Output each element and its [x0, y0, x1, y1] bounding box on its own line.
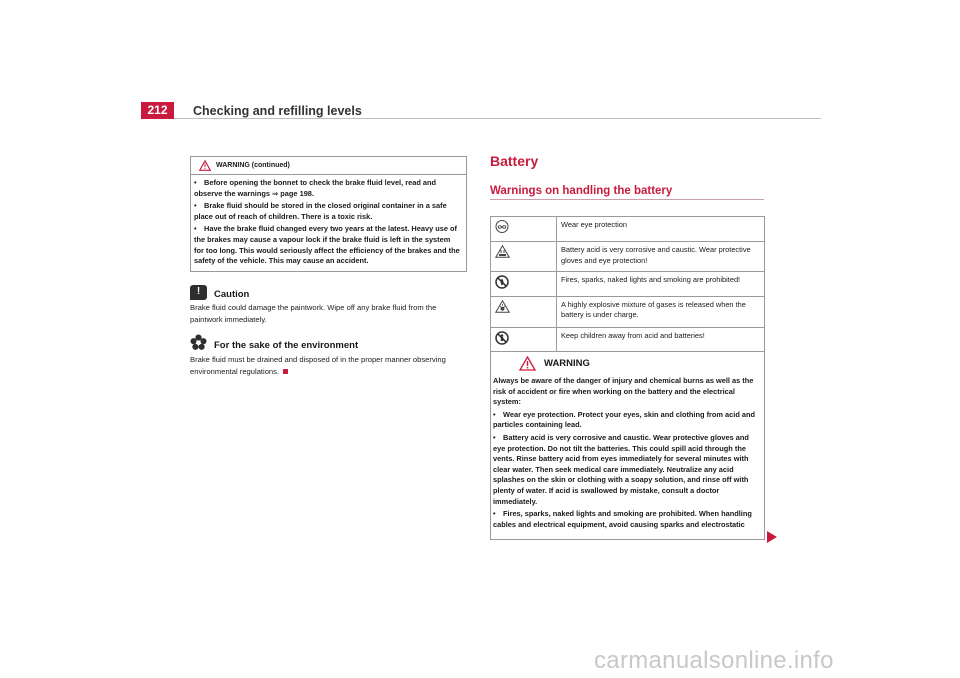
table-row — [491, 217, 765, 242]
battery-warning-header — [491, 352, 764, 374]
environment-text: Brake fluid must be drained and disposed of in the proper manner observing environmental regulations. — [190, 355, 446, 376]
subsection-title: Warnings on handling the battery — [490, 185, 673, 197]
warning-bullet: • Brake fluid should be stored in the closed original container in a safe place out of reach of children. There is a toxic risk. — [194, 201, 447, 221]
environment-heading-row — [190, 334, 358, 351]
continue-arrow-icon — [766, 530, 778, 544]
no-fire-icon — [495, 275, 509, 289]
flower-icon — [190, 334, 207, 351]
warning-bullet: • Wear eye protection. Protect your eyes, skin and clothing from acid and particles containing lead. — [493, 409, 756, 430]
header-rule — [174, 118, 821, 119]
symbol-text: Wear eye protection — [557, 217, 765, 242]
end-marker-icon — [283, 369, 288, 374]
battery-warning-box — [490, 351, 765, 540]
warning-continued-header — [191, 157, 466, 175]
warning-triangle-icon — [199, 160, 211, 171]
symbol-text: Fires, sparks, naked lights and smoking are prohibited! — [557, 272, 765, 297]
caution-icon: ! — [190, 285, 207, 300]
eye-protection-icon — [495, 220, 509, 233]
battery-warning-intro: Always be aware of the danger of injury and chemical burns as well as the risk of accident or fire when working on the battery and the electrical system: — [493, 376, 754, 407]
warning-bullet: • Battery acid is very corrosive and caustic. Wear protective gloves and eye protection. Do not tilt the batteries. This could spill acid through the vents. Rinse battery acid from eyes immediately for several minutes with clear water. Then seek medical care immediately. Neutralize any acid splashes on the skin or clothing with a soapy solution, and rinse off with plenty of water. If acid is swallowed by mistake, consult a doctor immediately. — [493, 432, 749, 506]
warning-continued-heading: WARNING (continued) — [216, 162, 290, 169]
warning-continued-box — [190, 156, 467, 272]
symbol-text: Battery acid is very corrosive and caustic. Wear protective gloves and eye protection! — [557, 242, 765, 272]
caution-heading: Caution — [214, 289, 250, 300]
battery-symbols-table — [490, 216, 765, 352]
table-row — [491, 242, 765, 272]
table-row — [491, 296, 765, 327]
section-title: Battery — [490, 153, 539, 169]
environment-heading: For the sake of the environment — [214, 340, 359, 351]
chapter-title: Checking and refilling levels — [193, 104, 362, 118]
warning-bullet: • Have the brake fluid changed every two years at the latest. Heavy use of the brakes may cause a vapour lock if the brake fluid is left in the system for too long. This would seriously affect the efficiency of the brakes and the safety of the vehicle. This may cause an accident. — [194, 224, 460, 266]
subsection-rule — [490, 199, 764, 200]
symbol-text: Keep children away from acid and batteries! — [557, 327, 765, 352]
watermark: carmanualsonline.info — [594, 647, 834, 674]
symbol-text: A highly explosive mixture of gases is released when the battery is under charge. — [557, 296, 765, 327]
caution-text: Brake fluid could damage the paintwork. Wipe off any brake fluid from the paintwork immediately. — [190, 303, 437, 324]
table-row — [491, 272, 765, 297]
corrosive-icon — [495, 245, 510, 258]
warning-bullet: • Before opening the bonnet to check the brake fluid level, read and observe the warnings ⇒ page 198. — [194, 178, 437, 198]
explosive-icon — [495, 300, 510, 313]
no-children-icon — [495, 331, 509, 345]
table-row — [491, 327, 765, 352]
caution-heading-row — [190, 285, 249, 300]
battery-warning-heading: WARNING — [544, 357, 590, 369]
warning-bullet: • Fires, sparks, naked lights and smoking are prohibited. When handling cables and electrical equipment, avoid causing sparks and electrostatic — [493, 509, 752, 529]
page-number: 212 — [141, 102, 174, 119]
warning-triangle-icon — [519, 356, 536, 371]
